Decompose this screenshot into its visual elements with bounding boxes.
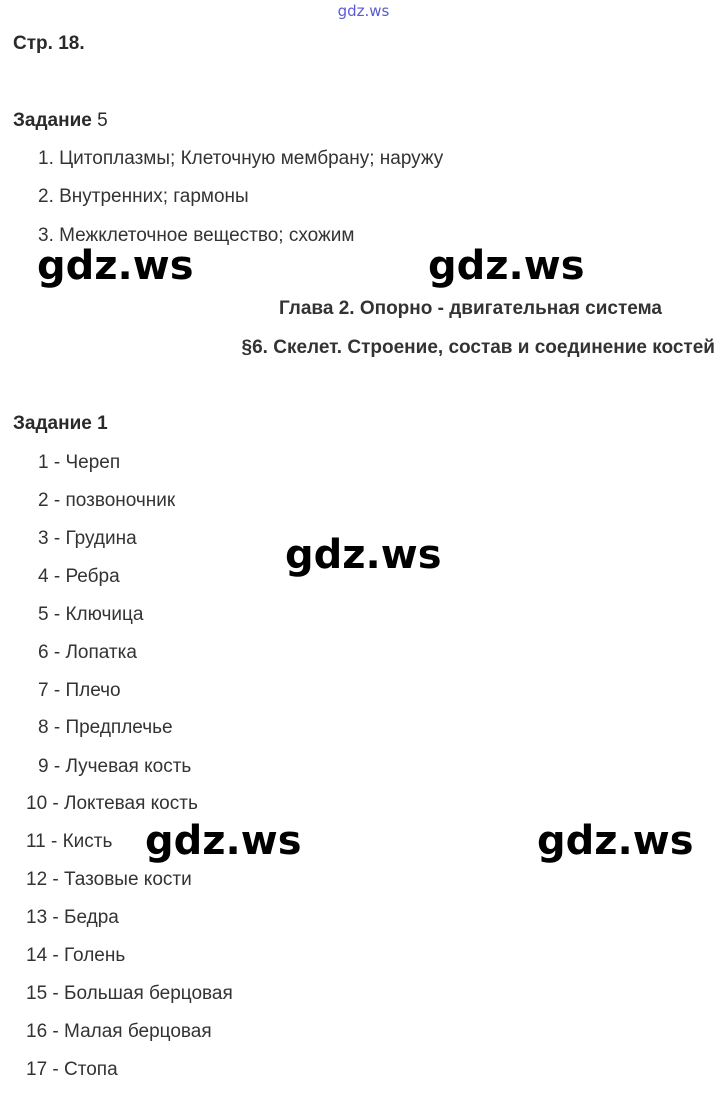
list-item-text: - Стопа — [47, 1059, 118, 1080]
list-item-number: 14 — [26, 945, 48, 966]
page-reference: Стр. 18. — [13, 33, 85, 54]
list-item-number: 2 — [38, 490, 49, 511]
task-5-answer-3: 3. Межклеточное вещество; схожим — [38, 225, 355, 246]
watermark: gdz.ws — [285, 532, 442, 578]
task-5-label: Задание — [13, 110, 92, 131]
list-item-text: - Лучевая кость — [48, 756, 192, 777]
section-title: §6. Скелет. Строение, состав и соединение костей — [241, 337, 715, 358]
list-item — [38, 490, 175, 512]
list-item-text: - Ребра — [48, 566, 120, 587]
list-item-number: 5 — [38, 604, 49, 625]
list-item-number: 16 — [26, 1021, 48, 1042]
watermark: gdz.ws — [37, 243, 194, 289]
list-item — [26, 907, 119, 929]
list-item-number: 12 — [26, 869, 48, 890]
list-item — [38, 604, 143, 626]
list-item — [38, 642, 137, 664]
list-item-text: - Кисть — [45, 831, 113, 852]
list-item-number: 13 — [26, 907, 48, 928]
list-item-number: 17 — [26, 1059, 48, 1080]
list-item-text: - Череп — [48, 452, 121, 473]
task-1-heading — [13, 413, 108, 435]
list-item-number: 6 — [38, 642, 49, 663]
list-item-number: 4 — [38, 566, 49, 587]
list-item — [38, 566, 120, 588]
list-item-text: - Тазовые кости — [47, 869, 192, 890]
list-item-number: 7 — [38, 680, 49, 701]
watermark: gdz.ws — [537, 818, 694, 864]
list-item-text: - Малая берцовая — [47, 1021, 212, 1042]
list-item-text: - Предплечье — [48, 717, 173, 738]
list-item — [38, 452, 120, 474]
site-mark: gdz.ws — [337, 2, 390, 20]
watermark: gdz.ws — [145, 818, 302, 864]
list-item-text: - Лопатка — [48, 642, 137, 663]
task-5-answer-1: 1. Цитоплазмы; Клеточную мембрану; наружу — [38, 148, 444, 169]
list-item-text: - Грудина — [48, 528, 137, 549]
task-1-number: 1 — [97, 413, 108, 434]
list-item — [26, 1021, 212, 1043]
watermark: gdz.ws — [428, 243, 585, 289]
list-item-number: 3 — [38, 528, 49, 549]
list-item-number: 9 — [38, 756, 49, 777]
list-item-text: - Плечо — [48, 680, 121, 701]
list-item — [38, 680, 121, 702]
list-item-text: - Большая берцовая — [47, 983, 233, 1004]
list-item-text: - позвоночник — [48, 490, 176, 511]
list-item-text: - Голень — [47, 945, 126, 966]
list-item — [38, 717, 173, 739]
task-5-number: 5 — [97, 110, 108, 131]
list-item — [26, 793, 198, 815]
list-item — [26, 1059, 118, 1081]
list-item-number: 11 — [26, 831, 46, 852]
list-item — [38, 756, 191, 778]
list-item — [26, 945, 125, 967]
list-item-number: 8 — [38, 717, 49, 738]
list-item — [38, 528, 137, 550]
list-item — [26, 831, 112, 853]
list-item-number: 1 — [38, 452, 49, 473]
chapter-title: Глава 2. Опорно - двигательная система — [278, 298, 662, 319]
list-item-text: - Локтевая кость — [47, 793, 198, 814]
list-item-number: 10 — [26, 793, 48, 814]
list-item — [26, 983, 233, 1005]
task-5-heading — [13, 110, 108, 132]
list-item-text: - Бедра — [47, 907, 119, 928]
task-5-answer-2: 2. Внутренних; гармоны — [38, 186, 249, 207]
list-item-number: 15 — [26, 983, 48, 1004]
task-1-label: Задание — [13, 413, 92, 434]
list-item — [26, 869, 192, 891]
list-item-text: - Ключица — [48, 604, 144, 625]
